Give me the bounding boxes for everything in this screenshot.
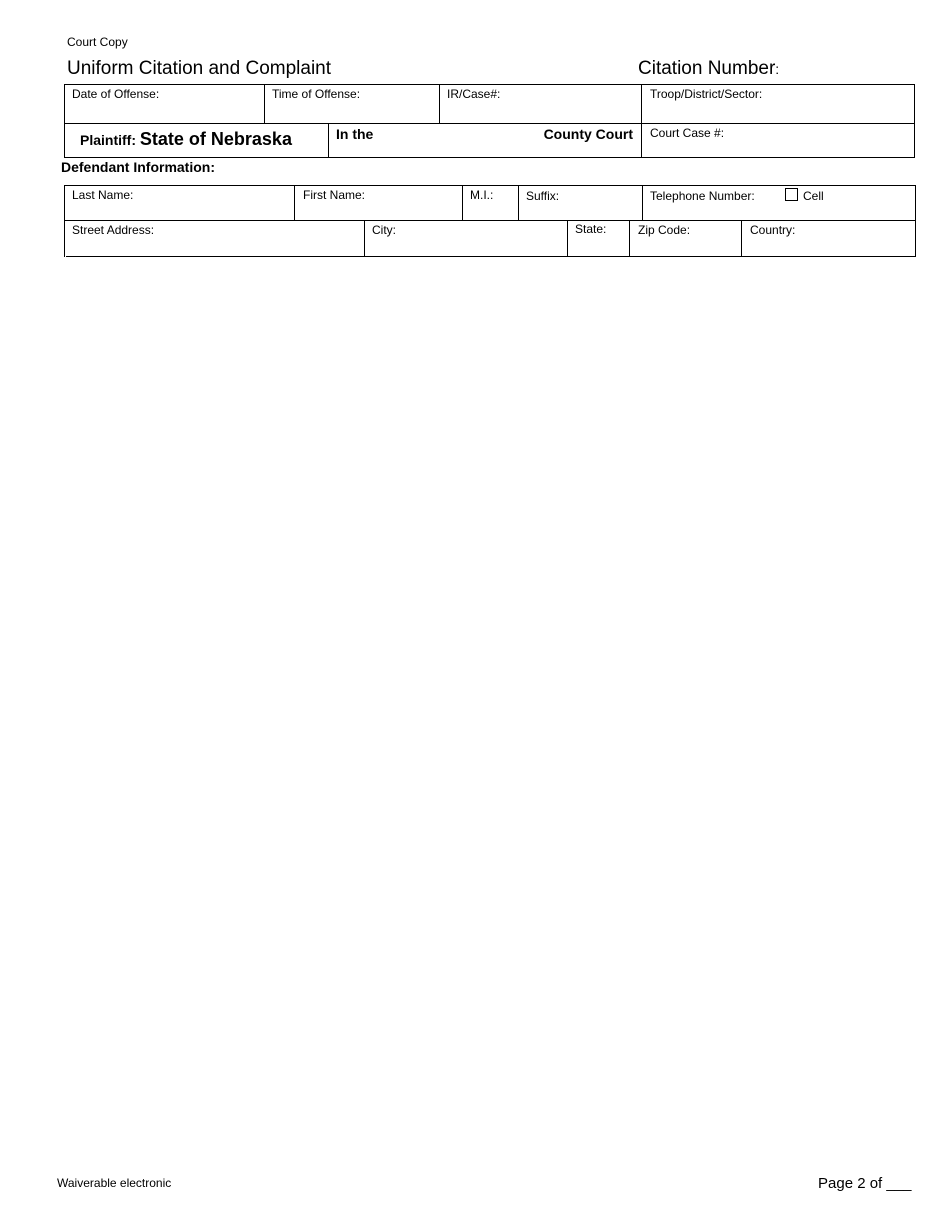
citation-number-heading: [638, 58, 779, 80]
in-the-label: In the: [336, 126, 374, 142]
form-title: Uniform Citation and Complaint: [67, 58, 332, 79]
court-case-field[interactable]: [641, 123, 914, 157]
street-address-label: Street Address:: [72, 223, 155, 237]
ir-case-label: IR/Case#:: [447, 87, 501, 101]
time-of-offense-field[interactable]: [264, 84, 439, 123]
defendant-table-border-bottom: [66, 256, 916, 257]
citation-number-colon: :: [775, 61, 780, 77]
city-label: City:: [372, 223, 396, 237]
country-label: Country:: [750, 223, 796, 237]
plaintiff-cell: [64, 123, 328, 157]
plaintiff-label: [80, 129, 292, 150]
page-number: Page 2 of ___: [818, 1175, 912, 1192]
defendant-table-border-right: [915, 185, 916, 257]
date-of-offense-label: Date of Offense:: [72, 87, 160, 101]
cell-label: Cell: [803, 189, 824, 203]
ir-case-field[interactable]: [439, 84, 641, 123]
plaintiff-label-text: Plaintiff:: [80, 132, 140, 148]
troop-district-sector-label: Troop/District/Sector:: [650, 87, 763, 101]
suffix-field[interactable]: [518, 185, 642, 220]
state-label: State:: [575, 222, 607, 236]
county-court-label: County Court: [543, 126, 633, 142]
offense-table-border-right: [914, 84, 915, 158]
cell-checkbox[interactable]: [785, 188, 798, 201]
state-field[interactable]: [567, 220, 629, 256]
last-name-field[interactable]: [64, 185, 294, 220]
troop-district-sector-field[interactable]: [641, 84, 914, 123]
zip-code-label: Zip Code:: [638, 223, 691, 237]
first-name-field[interactable]: [294, 185, 462, 220]
court-case-label: Court Case #:: [650, 126, 725, 140]
citation-number-label: Citation Number: [638, 58, 776, 79]
footer-note: Waiverable electronic: [57, 1176, 172, 1190]
date-of-offense-field[interactable]: [64, 84, 264, 123]
telephone-field[interactable]: [642, 185, 915, 220]
suffix-label: Suffix:: [526, 189, 560, 203]
zip-code-field[interactable]: [629, 220, 741, 256]
offense-table-border-bottom: [64, 157, 915, 158]
last-name-label: Last Name:: [72, 188, 134, 202]
middle-initial-label: M.I.:: [470, 188, 494, 202]
copy-label: Court Copy: [67, 35, 128, 49]
county-court-field[interactable]: [328, 123, 641, 157]
defendant-section-title: Defendant Information:: [61, 159, 215, 175]
street-address-field[interactable]: [64, 220, 364, 256]
country-field[interactable]: [741, 220, 915, 256]
plaintiff-value: State of Nebraska: [139, 129, 292, 149]
city-field[interactable]: [364, 220, 567, 256]
first-name-label: First Name:: [303, 188, 366, 202]
middle-initial-field[interactable]: [462, 185, 518, 220]
telephone-label: Telephone Number:: [650, 189, 755, 203]
time-of-offense-label: Time of Offense:: [272, 87, 361, 101]
